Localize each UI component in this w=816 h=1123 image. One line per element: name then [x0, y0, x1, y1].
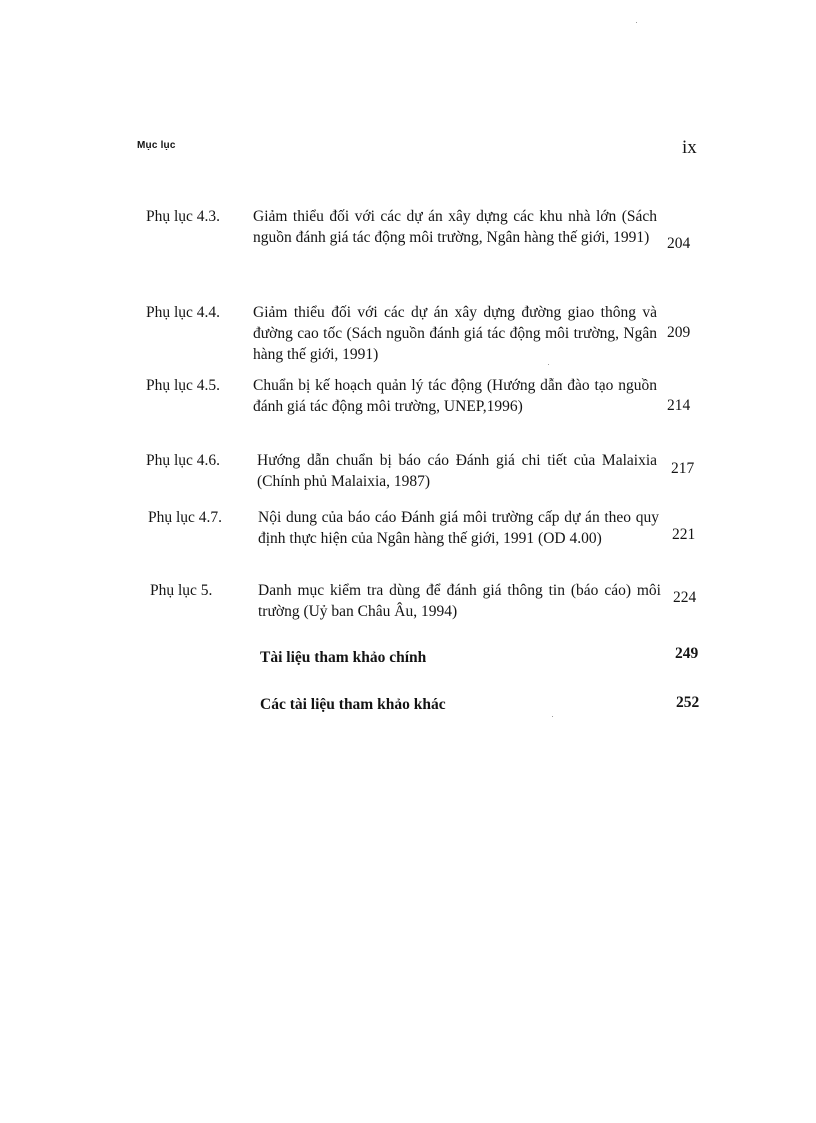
toc-entry-page: 214 — [667, 397, 691, 414]
toc-entry-page: 204 — [667, 235, 691, 252]
toc-entry-page: 252 — [676, 694, 700, 711]
toc-entry-label: Phụ lục 4.5. — [146, 377, 221, 394]
toc-entry-title: Chuẩn bị kế hoạch quản lý tác động (Hướng dẫn đào tạo nguồn đánh giá tác động môi trường, UNEP,1996) — [253, 377, 657, 415]
toc-entry-title: Các tài liệu tham khảo khác — [260, 696, 446, 713]
page-number: ix — [682, 137, 697, 158]
scan-speck — [548, 364, 549, 365]
toc-entry-title: Giảm thiểu đối với các dự án xây dựng đường giao thông và đường cao tốc (Sách nguồn đánh giá tác động môi trường, Ngân hàng thế giới, 1991) — [253, 304, 657, 363]
toc-entry-title: Giảm thiểu đối với các dự án xây dựng các khu nhà lớn (Sách nguồn đánh giá tác động môi trường, Ngân hàng thế giới, 1991) — [253, 208, 657, 246]
toc-entry-label: Phụ lục 5. — [150, 582, 213, 599]
toc-entry-label: Phụ lục 4.3. — [146, 208, 221, 225]
toc-entry-page: 209 — [667, 324, 691, 341]
toc-entry-page: 224 — [673, 589, 697, 606]
toc-entry-title: Tài liệu tham khảo chính — [260, 649, 427, 666]
toc-entry-title: Hướng dẫn chuẩn bị báo cáo Đánh giá chi tiết của Malaixia (Chính phủ Malaixia, 1987) — [257, 452, 657, 490]
scan-speck — [552, 716, 553, 717]
toc-entry-label: Phụ lục 4.4. — [146, 304, 221, 321]
running-head: Mục lục — [137, 140, 176, 151]
toc-entry-title: Nội dung của báo cáo Đánh giá môi trường cấp dự án theo quy định thực hiện của Ngân hàng thế giới, 1991 (OD 4.00) — [258, 509, 659, 547]
toc-entry-title: Danh mục kiểm tra dùng để đánh giá thông tin (báo cáo) môi trường (Uỷ ban Châu Âu, 1994) — [258, 582, 661, 620]
toc-entry-page: 217 — [671, 460, 695, 477]
toc-entry-label: Phụ lục 4.6. — [146, 452, 221, 469]
scan-speck — [636, 22, 637, 23]
toc-entry-label: Phụ lục 4.7. — [148, 509, 223, 526]
toc-entry-page: 221 — [672, 526, 696, 543]
toc-entry-page: 249 — [675, 645, 699, 662]
